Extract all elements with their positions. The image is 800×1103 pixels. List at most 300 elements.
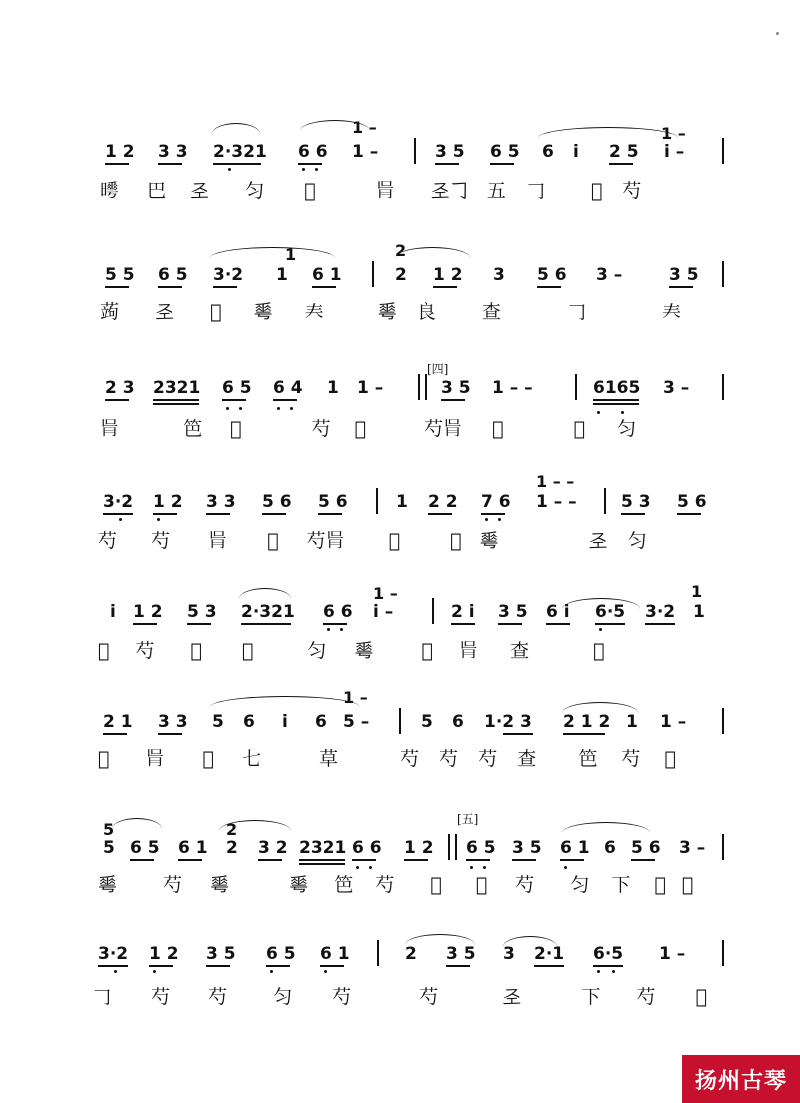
tab-glyph: 𢀳 [190,640,202,662]
note-group: 6 [542,142,554,162]
section-marker: [四] [427,362,449,376]
section-marker: [五] [457,812,479,826]
underline [435,163,459,165]
page-speck [776,32,779,35]
tab-glyph: 𢀳 [98,748,110,770]
barline [376,488,378,514]
tab-glyph: 𢀖 [155,301,175,323]
note-group: i – [664,142,685,162]
tab-glyph: 芍 [151,530,171,552]
underline [105,163,129,165]
underline [178,859,202,861]
note-group: i – [373,602,394,622]
octave-dot [612,970,615,973]
octave-dot [483,866,486,869]
tab-glyph: 芍 [332,986,352,1008]
octave-dot [621,411,624,414]
octave-dot [290,407,293,410]
underline [593,403,639,405]
note-group: 6 1 [320,944,350,964]
note-group: 3 [493,265,505,285]
underline [512,859,536,861]
tab-glyph: 𢀳 [664,748,676,770]
tab-glyph: 七 [241,748,261,770]
tablature-line [98,530,647,552]
octave-dot [226,407,229,410]
note-group: 3·2 [645,602,676,622]
octave-dot [302,168,305,171]
underline [451,623,475,625]
note-group: 3 3 [158,712,188,732]
tab-glyph: 𤕫 [210,301,222,323]
underline [133,623,157,625]
note-group: 5 [103,838,115,858]
underline [312,286,336,288]
note-group: 2 3 [105,378,135,398]
tab-glyph: 芍𦙃 [306,530,345,552]
note-group: 3 2 [258,838,288,858]
barline [722,261,724,287]
underline [187,623,211,625]
octave-dot [369,866,372,869]
note-group: 1 2 [433,265,463,285]
watermark-logo: 扬州古琴 [682,1055,800,1103]
underline [153,403,199,405]
note-group: 6 5 [158,265,188,285]
tab-glyph: 查 [517,748,537,770]
barline [377,940,379,966]
note-group: 3 5 [498,602,528,622]
tab-glyph: 蒟 [100,301,120,323]
tab-glyph: 𣋌 [100,180,120,202]
tab-glyph: 下 [581,986,601,1008]
tab-glyph: 𦙃 [459,640,479,662]
underline [446,965,470,967]
barline [722,138,724,164]
tab-glyph: 下 [611,874,631,896]
note-group: 2 [405,944,417,964]
underline [273,399,297,401]
tab-glyph: 𢀳 [450,530,462,552]
note-group: 7 6 [481,492,511,512]
underline [153,399,199,401]
octave-dot [315,168,318,171]
underline [222,399,246,401]
note-group: 2 5 [609,142,639,162]
high-note: 1 [285,245,297,264]
note-group: 1 – [659,944,686,964]
note-group: 1 [276,265,288,285]
underline [534,965,564,967]
tab-glyph: 𠌶 [289,874,309,896]
tab-glyph: 𠌶 [210,874,230,896]
octave-dot [228,168,231,171]
underline [213,286,237,288]
note-group: 3 – [663,378,690,398]
tab-glyph: 𢀳 [388,530,401,552]
underline [490,163,514,165]
note-group: 3 5 [435,142,465,162]
tab-glyph: 芍 [151,986,171,1008]
octave-dot [356,866,359,869]
tab-glyph: 五 [486,180,506,202]
barline [432,598,434,624]
note-group: 3 – [679,838,706,858]
octave-dot [239,407,242,410]
octave-dot [470,866,473,869]
tab-glyph: 𠃌 [525,180,545,202]
underline [241,623,291,625]
underline [563,733,605,735]
note-group: 1 – [660,712,687,732]
underline [352,859,376,861]
note-group: 2 1 2 [563,712,611,732]
note-group: 1 2 [153,492,183,512]
underline [206,513,230,515]
tab-glyph: 芍 [439,748,459,770]
underline [481,513,505,515]
underline [98,965,128,967]
note-group: 2 2 [428,492,458,512]
high-note: 1 – [373,584,398,603]
tab-glyph: 查 [510,640,530,662]
barline [372,261,374,287]
underline [103,513,133,515]
barline [414,138,416,164]
underline [645,623,675,625]
underline [158,163,182,165]
note-group: 1 – – [492,378,533,398]
underline [433,286,457,288]
tablature-line [92,986,707,1008]
underline [621,513,645,515]
underline [299,863,345,865]
note-group: 2 [226,838,238,858]
tab-glyph: 芍 [636,986,656,1008]
tab-glyph: 𦙃 [145,748,165,770]
note-group: 5 5 [105,265,135,285]
note-group: 5 [212,712,224,732]
note-group: 6·5 [595,602,626,622]
octave-dot [270,970,273,973]
barline [722,708,724,734]
note-group: 6 1 [312,265,342,285]
note-group: 3·2 [103,492,134,512]
note-group: 6 5 [266,944,296,964]
note-group: 1 [327,378,339,398]
underline [158,286,182,288]
note-group: 6 5 [490,142,520,162]
underline [466,859,490,861]
tab-glyph: 𠃌 [566,301,586,323]
high-note: 1 – – [536,472,575,491]
underline [103,733,127,735]
tab-glyph: 𠌶 [98,874,118,896]
underline [206,965,230,967]
tab-glyph: 芍 [621,748,641,770]
underline [153,513,177,515]
note-group: 3 3 [206,492,236,512]
underline [158,733,182,735]
tab-glyph: 𢀳 [695,986,707,1008]
note-group: 2 [395,265,407,285]
tab-glyph: 𢀳 [475,874,488,896]
tablature-line [100,418,636,440]
tab-glyph: 𠌶 [377,301,397,323]
octave-dot [157,518,160,521]
tablature-line [100,301,681,323]
note-group: 5 6 [318,492,348,512]
note-group: 6 1 [178,838,208,858]
note-group: 6165 [593,378,641,398]
note-group: 2321 [153,378,201,398]
underline [298,163,322,165]
note-group: i [573,142,579,162]
tab-glyph: 芍 [478,748,498,770]
note-group: 3 5 [206,944,236,964]
note-group: 1 – – [536,492,577,512]
tab-glyph: 𠃌 [92,986,112,1008]
tab-glyph: 𠌶 [479,530,499,552]
note-group: 6 5 [130,838,160,858]
tablature-line [100,180,641,202]
note-group: 5 6 [677,492,707,512]
underline [609,163,633,165]
underline [595,623,625,625]
octave-dot [599,628,602,631]
high-note: 2 [395,241,407,260]
note-group: 3 5 [446,944,476,964]
note-group: 2·321 [241,602,295,622]
tab-glyph: 芍 [400,748,420,770]
underline [323,623,347,625]
octave-dot [327,628,330,631]
tab-glyph: 𢀖 [502,986,522,1008]
octave-dot [324,970,327,973]
note-group: 6 5 [222,378,252,398]
note-group: 6 6 [298,142,328,162]
tab-glyph: 草 [319,748,339,770]
tab-glyph: 𦙃 [375,180,395,202]
barline [575,374,577,400]
tab-glyph: 芍 [311,418,331,440]
tab-glyph: 𠌶 [253,301,273,323]
underline [105,399,129,401]
underline [560,859,584,861]
octave-dot [597,970,600,973]
tab-glyph: 芍 [135,640,155,662]
barline [604,488,606,514]
note-group: 2 1 [103,712,133,732]
note-group: 5 6 [537,265,567,285]
slur [239,588,291,599]
underline [441,399,465,401]
underline [669,286,693,288]
high-note: 1 – [352,118,377,137]
note-group: 1 2 [133,602,163,622]
note-group: 6 [604,838,616,858]
slur [212,123,260,134]
high-note: 2 [226,820,238,839]
note-group: 2321 [299,838,347,858]
tab-glyph: 芍 [622,180,642,202]
note-group: 5 – [343,712,370,732]
underline [320,965,344,967]
note-group: 1 [693,602,705,622]
note-group: 6 [315,712,327,732]
octave-dot [277,407,280,410]
note-group: 5 [421,712,433,732]
slur [112,818,162,829]
note-group: 3 – [596,265,623,285]
note-group: 3 5 [512,838,542,858]
octave-dot [153,970,156,973]
slur [210,696,360,707]
tab-glyph: 笆 [578,748,598,770]
underline [213,163,261,165]
tab-glyph: 笆 [334,874,354,896]
octave-dot [114,970,117,973]
tab-glyph: 良 [416,301,436,323]
tab-glyph: 𢀳 [304,180,316,202]
underline [262,513,286,515]
note-group: 6 1 [560,838,590,858]
tab-glyph: 𡗗 [661,301,681,323]
note-group: 2 i [451,602,475,622]
underline [677,513,701,515]
tab-glyph: 芍 [208,986,228,1008]
tab-glyph: 芍 [375,874,395,896]
tab-glyph: 芍 [163,874,183,896]
tab-glyph: 匀 [627,530,647,552]
slur [562,822,650,833]
underline [428,513,452,515]
note-group: 1·2 3 [484,712,532,732]
double-barline [418,374,427,400]
slur [395,247,470,258]
note-group: 3·2 [98,944,129,964]
underline [105,286,129,288]
note-group: 3 5 [669,265,699,285]
note-group: 6 6 [352,838,382,858]
tab-glyph: 查 [481,301,501,323]
octave-dot [564,866,567,869]
octave-dot [498,518,501,521]
note-group: 3 5 [441,378,471,398]
note-group: 6 [243,712,255,732]
tab-glyph: 𡗗 [304,301,324,323]
underline [149,965,173,967]
tab-glyph: 𢀳 [654,874,666,896]
barline [399,708,401,734]
high-note: 5 [103,820,115,839]
underline [266,965,290,967]
note-group: 6·5 [593,944,624,964]
high-note: 1 – [343,688,368,707]
tab-glyph: 匀 [570,874,590,896]
tab-glyph: 𤕫 [230,418,242,440]
double-barline [448,834,457,860]
tablature-line [98,640,605,662]
note-group: 1 [626,712,638,732]
tab-glyph: 笆 [183,418,203,440]
underline [299,859,345,861]
note-group: 6 4 [273,378,303,398]
octave-dot [485,518,488,521]
underline [537,286,561,288]
underline [498,623,522,625]
note-group: 6 5 [466,838,496,858]
note-group: i [110,602,116,622]
tab-glyph: 芍 [98,530,118,552]
tablature-line [98,874,693,896]
tab-glyph: 芍𦙃 [424,418,463,440]
underline [130,859,154,861]
tab-glyph: 芍 [515,874,535,896]
barline [722,940,724,966]
tab-glyph: 𦙃 [208,530,228,552]
note-group: 1 [396,492,408,512]
note-group: 6 [452,712,464,732]
note-group: 3 [503,944,515,964]
barline [722,374,724,400]
note-group: i [282,712,288,732]
slur [210,247,335,258]
note-group: 5 6 [631,838,661,858]
note-group: 2·321 [213,142,267,162]
note-group: 1 2 [149,944,179,964]
tab-glyph: 匀 [617,418,637,440]
tab-glyph: 𢀳 [421,640,433,662]
tab-glyph: 匀 [245,180,265,202]
underline [503,733,533,735]
octave-dot [119,518,122,521]
octave-dot [597,411,600,414]
tab-glyph: 𢀳 [573,418,586,440]
tab-glyph: 𢀳 [430,874,442,896]
tab-glyph: 𤕫 [593,640,605,662]
note-group: 5 6 [262,492,292,512]
tab-glyph: 𢀳 [681,874,694,896]
tab-glyph: 𠌶 [354,640,374,662]
note-group: 1 2 [105,142,135,162]
underline [318,513,342,515]
underline [593,965,623,967]
tab-glyph: 𢀖𠃌 [430,180,469,202]
note-group: 3·2 [213,265,244,285]
tablature-line [98,748,676,770]
underline [258,859,282,861]
underline [546,623,570,625]
tab-glyph: 𢀳 [590,180,603,202]
tab-glyph: 𢀳 [354,418,367,440]
note-group: 6 6 [323,602,353,622]
tab-glyph: 𢀖 [588,530,608,552]
tab-glyph: 𤕫 [241,640,254,662]
note-group: 6 i [546,602,570,622]
tab-glyph: 𦙃 [100,418,120,440]
tab-glyph: 巴 [147,180,167,202]
note-group: 1 – [352,142,379,162]
octave-dot [340,628,343,631]
note-group: 3 3 [158,142,188,162]
underline [593,399,639,401]
tab-glyph: 𤕫 [267,530,279,552]
tab-glyph: 𢀳 [202,748,214,770]
note-group: 1 2 [404,838,434,858]
tab-glyph: 𢀳 [98,640,110,662]
slur [538,127,678,138]
